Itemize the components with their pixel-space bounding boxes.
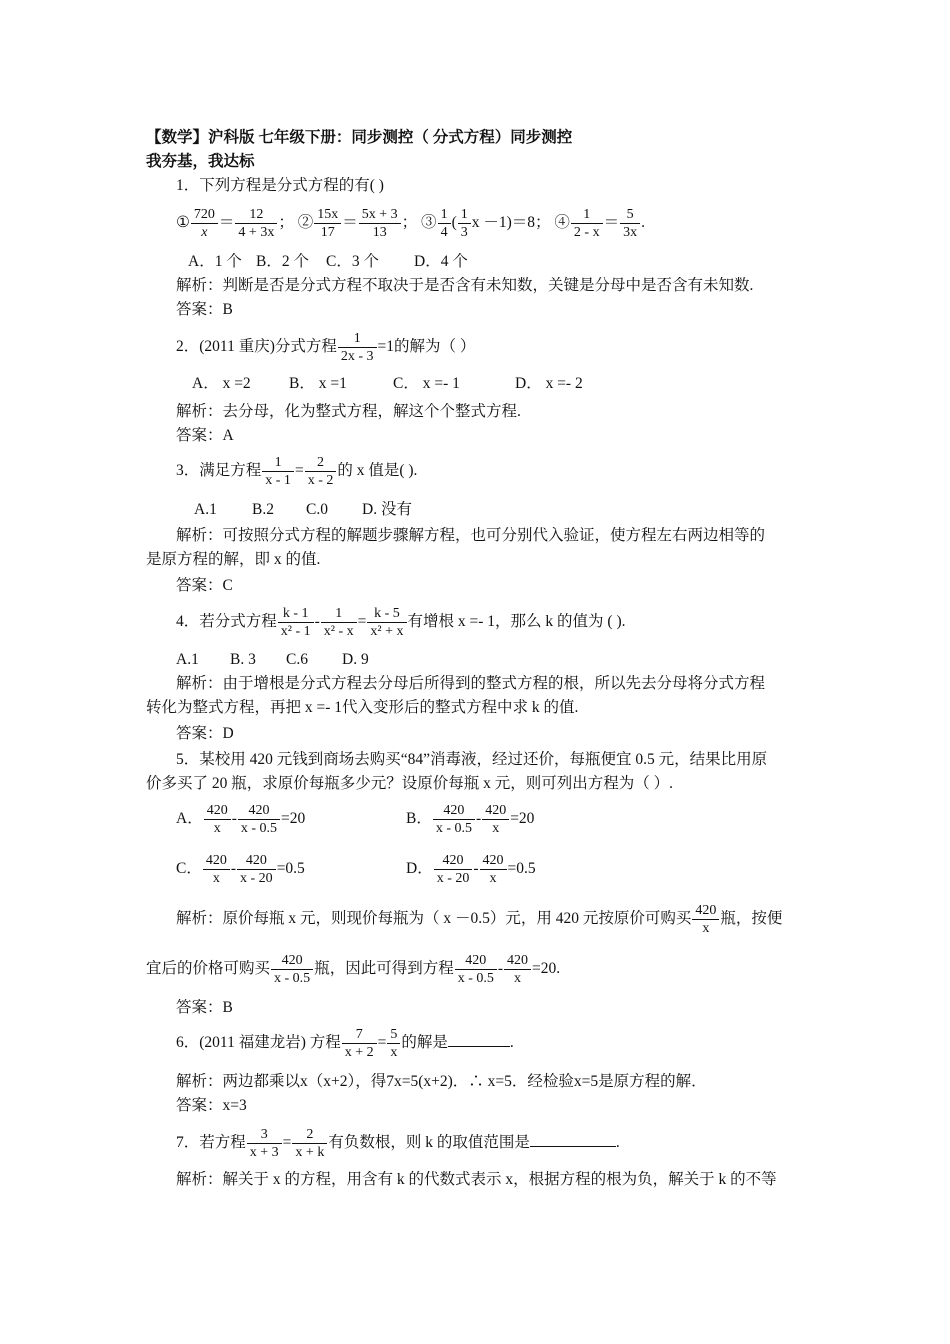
option-a: A． x =2 xyxy=(192,375,251,392)
fraction: $\frac{2}{x - 2}$ xyxy=(305,454,337,489)
q1-options xyxy=(188,252,468,272)
q5-stem-line2: 价多买了 20 瓶，求原价每瓶多少元？设原价每瓶 x 元，则可列出方程为（ ）. xyxy=(146,775,674,792)
q2-answer: 答案：A xyxy=(176,427,234,444)
q3-stem: 3．满足方程 $\frac{1}{x - 1}$ = $\frac{2}{x - 2}$ 的 x 值是( ). xyxy=(176,454,418,488)
q5-option-c: C． $\frac{420}{x}$ - $\frac{420}{x - 20}$ =0.5 xyxy=(176,852,305,886)
option-b: B． x =1 xyxy=(289,375,347,392)
fraction: $\frac{3}{x + 3}$ xyxy=(247,1126,282,1161)
fraction: $\frac{420}{x - 0.5}$ xyxy=(433,802,475,837)
q2-stem: 2．(2011 重庆)分式方程 $\frac{1}{2x - 3}$ =1的解为（ ） xyxy=(176,330,476,364)
q7-analysis: 解析：解关于 x 的方程，用含有 k 的代数式表示 x，根据方程的根为负，解关于 k 的不等 xyxy=(176,1171,777,1188)
q5-option-d: D． $\frac{420}{x - 20}$ - $\frac{420}{x}$ =0.5 xyxy=(406,852,536,886)
option-c: C． x =- 1 xyxy=(393,375,460,392)
q4-answer: 答案：D xyxy=(176,725,234,742)
q4-analysis-line2: 转化为整式方程，再把 x =- 1代入变形后的整式方程中求 k 的值. xyxy=(146,699,579,716)
q5-option-b: B． $\frac{420}{x - 0.5}$ - $\frac{420}{x}$ =20 xyxy=(406,802,535,836)
q4-analysis-line1: 解析：由于增根是分式方程去分母后所得到的整式方程的根，所以先去分母将分式方程 xyxy=(176,675,766,692)
fraction: $\frac{15x}{17}$ xyxy=(314,206,341,241)
fraction: $\frac{1}{2 - x}$ xyxy=(571,206,603,241)
option-d: D. 9 xyxy=(342,651,369,668)
option-c: C．3 个 xyxy=(326,253,379,270)
q5-stem-line1: 5．某校用 420 元钱到商场去购买“84”消毒液，经过还价，每瓶便宜 0.5 元，结果比用原 xyxy=(176,751,768,768)
option-d: D． x =- 2 xyxy=(515,375,583,392)
fraction: $\frac{12}{4 + 3x}$ xyxy=(235,206,277,241)
q6-stem: 6．(2011 福建龙岩) 方程 $\frac{7}{x + 2}$ = $\frac{5}{x}$ 的解是 . xyxy=(176,1026,514,1060)
q5-analysis-line1: 解析：原价每瓶 x 元，则现价每瓶为（ x －0.5）元，用 420 元按原价可购买 $\frac{420}{x}$ 瓶，按便 xyxy=(176,902,783,936)
option-b: B．2 个 xyxy=(256,253,309,270)
fraction: $\frac{720}{x}$ xyxy=(191,206,218,241)
option-b: B. 3 xyxy=(230,651,256,668)
fraction: $\frac{420}{x}$ xyxy=(482,802,509,837)
fraction: $\frac{5x + 3}{13}$ xyxy=(359,206,401,241)
fraction: $\frac{420}{x - 0.5}$ xyxy=(455,952,497,987)
q3-analysis-line1: 解析：可按照分式方程的解题步骤解方程，也可分别代入验证，使方程左右两边相等的 xyxy=(176,527,766,544)
fraction: $\frac{420}{x}$ xyxy=(692,902,719,937)
fraction: $\frac{k - 5}{\text{x² + x}}$ xyxy=(367,605,406,640)
option-c: C.0 xyxy=(306,501,328,518)
q6-answer: 答案：x=3 xyxy=(176,1097,247,1114)
option-a: A.1 xyxy=(176,651,199,668)
fraction: $\frac{5}{x}$ xyxy=(387,1026,400,1061)
option-d: D．4 个 xyxy=(414,253,468,270)
section-heading: 我夯基，我达标 xyxy=(146,153,255,170)
q4-stem: 4．若分式方程 $\frac{k - 1}{\text{x² - 1}}$ - $\frac{1}{\text{x² - x}}$ = $\frac{k - 5}{\text{x² + x}}$ 有增根 x =- 1，那么 k 的值为 ( ). xyxy=(176,605,626,639)
fraction: $\frac{1}{3}$ xyxy=(458,206,471,241)
option-a: A.1 xyxy=(194,501,217,518)
fraction: $\frac{420}{x}$ xyxy=(504,952,531,987)
fraction: $\frac{1}{2x - 3}$ xyxy=(338,330,377,365)
option-a: A．1 个 xyxy=(188,253,242,270)
q5-answer: 答案：B xyxy=(176,999,233,1016)
q2-analysis: 解析：去分母，化为整式方程，解这个个整式方程. xyxy=(176,403,521,420)
q2-options xyxy=(192,374,583,394)
q4-options xyxy=(176,650,369,670)
fraction: $\frac{5}{3x}$ xyxy=(620,206,640,241)
option-c: C.6 xyxy=(286,651,308,668)
q3-options xyxy=(194,500,412,520)
q6-analysis: 解析：两边都乘以x（x+2），得7x=5(x+2)．∴ x=5．经检验x=5是原方程的解． xyxy=(176,1073,707,1090)
fraction: $\frac{7}{x + 2}$ xyxy=(342,1026,377,1061)
q5-option-a: A． $\frac{420}{x}$ - $\frac{420}{x - 0.5}$ =20 xyxy=(176,802,306,836)
fraction: $\frac{1}{4}$ xyxy=(438,206,451,241)
q1-stem: 1．下列方程是分式方程的有( ) xyxy=(176,177,384,194)
q1-answer: 答案：B xyxy=(176,301,233,318)
q1-equations: ① $\frac{720}{x}$ ＝ $\frac{12}{4 + 3x}$ ； ② $\frac{15x}{17}$ ＝ $\frac{5x + 3}{13}$ ； ③ $\frac{1}{4}$ ( $\frac{1}{3}$ x －1)＝8； ④ $\frac{1}{2 - x}$ ＝ $\frac{5}{3x}$ . xyxy=(176,206,645,240)
page-title: 【数学】沪科版 七年级下册：同步测控（ 分式方程）同步测控 xyxy=(146,129,573,146)
answer-blank xyxy=(448,1032,510,1047)
option-d: D. 没有 xyxy=(362,501,412,518)
option-b: B.2 xyxy=(252,501,274,518)
fraction: $\frac{420}{x}$ xyxy=(480,852,507,887)
q3-analysis-line2: 是原方程的解，即 x 的值. xyxy=(146,551,321,568)
q5-analysis-line2: 宜后的价格可购买 $\frac{420}{x - 0.5}$ 瓶，因此可得到方程 $\frac{420}{x - 0.5}$ - $\frac{420}{x}$ =20. xyxy=(146,952,561,986)
q3-answer: 答案：C xyxy=(176,577,233,594)
fraction: $\frac{420}{x - 20}$ xyxy=(237,852,276,887)
fraction: $\frac{420}{x}$ xyxy=(203,852,230,887)
fraction: $\frac{420}{x - 20}$ xyxy=(434,852,473,887)
fraction: $\frac{1}{x - 1}$ xyxy=(262,454,294,489)
q7-stem: 7．若方程 $\frac{3}{x + 3}$ = $\frac{2}{x + k}$ 有负数根，则 k 的取值范围是 . xyxy=(176,1126,620,1160)
fraction: $\frac{k - 1}{\text{x² - 1}}$ xyxy=(278,605,314,640)
answer-blank xyxy=(530,1132,616,1147)
fraction: $\frac{420}{x - 0.5}$ xyxy=(271,952,313,987)
fraction: $\frac{420}{x}$ xyxy=(204,802,231,837)
fraction: $\frac{420}{x - 0.5}$ xyxy=(238,802,280,837)
q1-analysis: 解析：判断是否是分式方程不取决于是否含有未知数，关键是分母中是否含有未知数. xyxy=(176,277,754,294)
fraction: $\frac{2}{x + k}$ xyxy=(292,1126,327,1161)
fraction: $\frac{1}{\text{x² - x}}$ xyxy=(321,605,357,640)
